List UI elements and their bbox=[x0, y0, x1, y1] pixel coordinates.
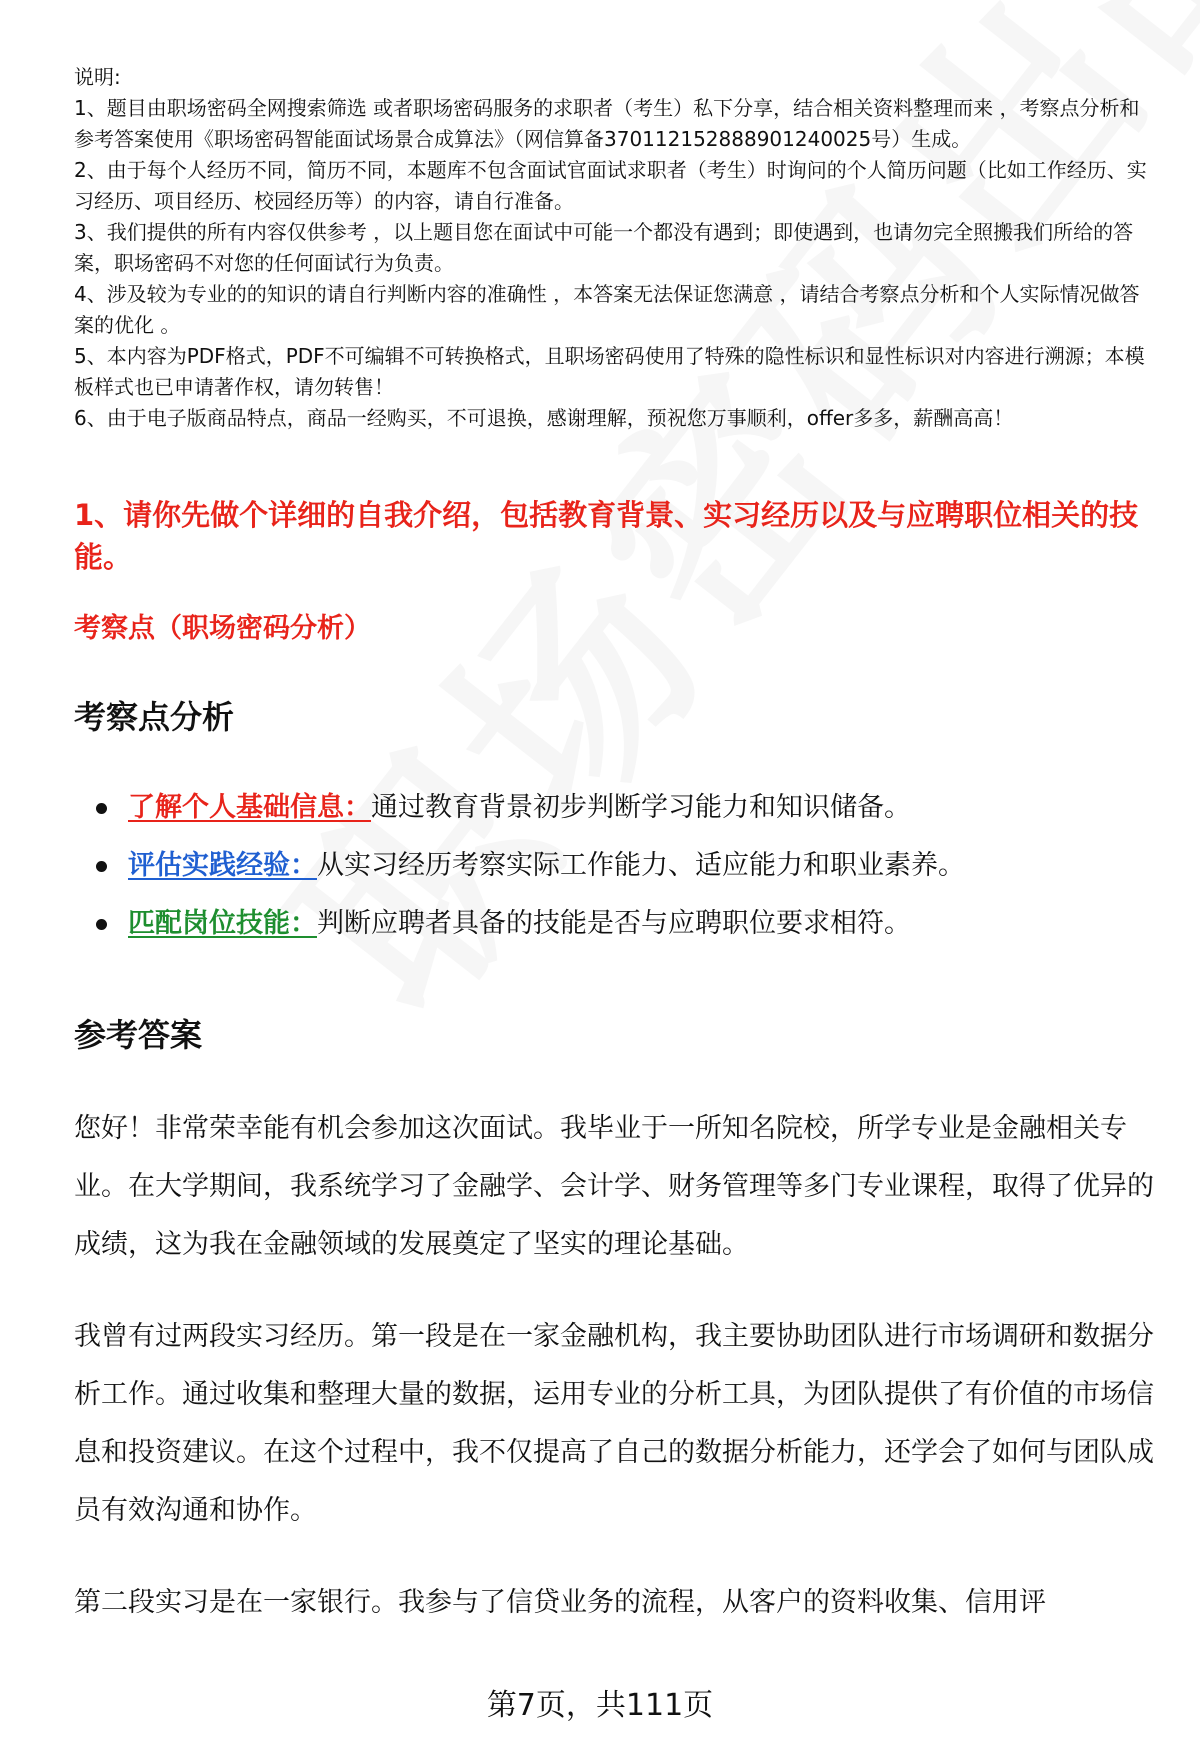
disclaimer-notes bbox=[74, 62, 1154, 434]
notes-item: 6、由于电子版商品特点，商品一经购买，不可退换，感谢理解，预祝您万事顺利，offer多多，薪酬高高！ bbox=[74, 406, 1014, 430]
answer-paragraph: 第二段实习是在一家银行。我参与了信贷业务的流程，从客户的资料收集、信用评 bbox=[74, 1587, 1046, 1618]
answer-paragraph: 您好！非常荣幸能有机会参加这次面试。我毕业于一所知名院校，所学专业是金融相关专业。在大学期间，我系统学习了金融学、会计学、财务管理等多门专业课程，取得了优异的成绩，这为我在金融领域的发展奠定了坚实的理论基础。 bbox=[74, 1113, 1154, 1260]
analysis-points bbox=[96, 788, 1156, 962]
point-text: 从实习经历考察实际工作能力、适应能力和职业素养。 bbox=[317, 850, 965, 881]
point-text: 通过教育背景初步判断学习能力和知识储备。 bbox=[371, 792, 911, 823]
notes-item: 4、涉及较为专业的的知识的请自行判断内容的准确性 ，本答案无法保证您满意 ，请结合考察点分析和个人实际情况做答案的优化 。 bbox=[74, 282, 1140, 337]
notes-heading: 说明: bbox=[74, 65, 121, 89]
bullet-icon bbox=[96, 919, 107, 930]
notes-item: 5、本内容为PDF格式，PDF不可编辑不可转换格式，且职场密码使用了特殊的隐性标识和显性标识对内容进行溯源；本模板样式也已申请著作权，请勿转售！ bbox=[74, 344, 1145, 399]
page-number: 第7页，共111页 bbox=[486, 1688, 714, 1723]
bullet-icon bbox=[96, 861, 107, 872]
analysis-point bbox=[96, 846, 1156, 904]
answer-paragraph: 我曾有过两段实习经历。第一段是在一家金融机构，我主要协助团队进行市场调研和数据分析工作。通过收集和整理大量的数据，运用专业的分析工具，为团队提供了有价值的市场信息和投资建议。在这个过程中，我不仅提高了自己的数据分析能力，还学会了如何与团队成员有效沟通和协作。 bbox=[74, 1321, 1154, 1526]
point-text: 判断应聘者具备的技能是否与应聘职位要求相符。 bbox=[317, 908, 911, 939]
answer-body bbox=[74, 1100, 1154, 1666]
point-label: 了解个人基础信息： bbox=[128, 792, 371, 823]
analysis-point bbox=[96, 904, 1156, 962]
notes-item: 3、我们提供的所有内容仅供参考 ，以上题目您在面试中可能一个都没有遇到；即使遇到，也请勿完全照搬我们所给的答案，职场密码不对您的任何面试行为负责。 bbox=[74, 220, 1134, 275]
question-subtitle: 考察点（职场密码分析） bbox=[74, 613, 371, 644]
notes-item: 2、由于每个人经历不同，简历不同，本题库不包含面试官面试求职者（考生）时询问的个人简历问题（比如工作经历、实习经历、项目经历、校园经历等）的内容，请自行准备。 bbox=[74, 158, 1147, 213]
analysis-heading: 考察点分析 bbox=[74, 698, 235, 736]
question-title: 1、请你先做个详细的自我介绍，包括教育背景、实习经历以及与应聘职位相关的技能。 bbox=[74, 498, 1139, 574]
answer-heading: 参考答案 bbox=[74, 1016, 203, 1054]
point-label: 匹配岗位技能： bbox=[128, 908, 317, 939]
point-label: 评估实践经验： bbox=[128, 850, 317, 881]
notes-item: 1、题目由职场密码全网搜索筛选 或者职场密码服务的求职者（考生）私下分享，结合相关资料整理而来 ，考察点分析和参考答案使用《职场密码智能面试场景合成算法》（网信算备370112152888901240025号）生成。 bbox=[74, 96, 1140, 151]
bullet-icon bbox=[96, 803, 107, 814]
analysis-point bbox=[96, 788, 1156, 846]
